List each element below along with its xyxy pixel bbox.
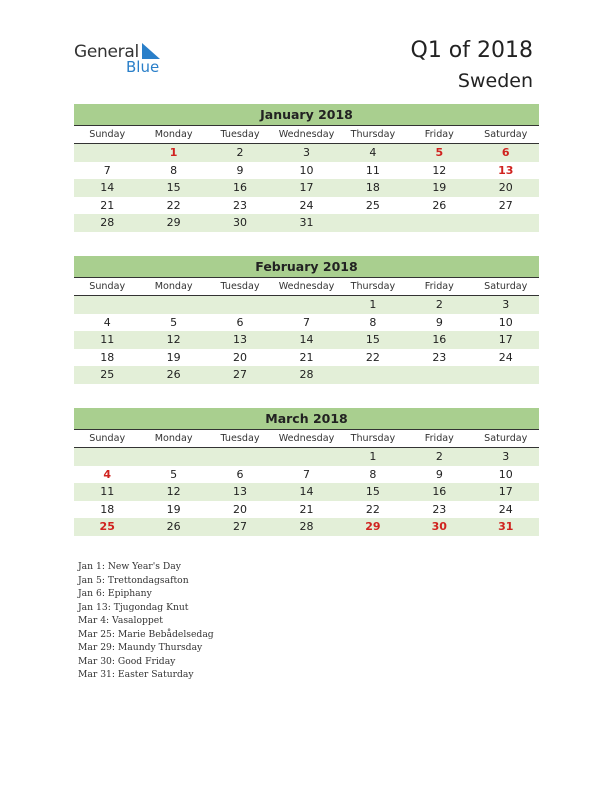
weekday-label: Saturday — [484, 129, 528, 140]
day-cell: 10 — [498, 315, 513, 329]
day-cell: 19 — [166, 502, 181, 516]
day-cell — [406, 214, 472, 232]
day-cell: 22 — [166, 198, 181, 212]
holiday-item: Jan 5: Trettondagsafton — [78, 574, 189, 586]
day-cell: 25 — [365, 198, 380, 212]
day-cell: 23 — [233, 198, 248, 212]
day-cell: 6 — [501, 146, 510, 159]
day-cell: 18 — [100, 350, 115, 364]
day-cell: 17 — [498, 485, 513, 499]
day-cell: 5 — [435, 146, 444, 159]
month-title: March 2018 — [74, 408, 539, 430]
weekday-label: Thursday — [350, 129, 396, 140]
weekday-label: Sunday — [89, 433, 126, 444]
day-cell: 13 — [233, 485, 248, 499]
day-cell: 22 — [365, 350, 380, 364]
weekday-label: Friday — [424, 433, 454, 444]
weekday-label: Wednesday — [278, 433, 335, 444]
day-cell: 27 — [498, 198, 513, 212]
day-cell: 18 — [100, 502, 115, 516]
day-cell: 25 — [100, 368, 115, 382]
week-row — [74, 179, 539, 197]
day-cell: 17 — [498, 333, 513, 347]
weekday-label: Monday — [154, 281, 193, 292]
day-cell: 29 — [166, 216, 181, 230]
day-cell: 1 — [169, 146, 178, 159]
day-cell: 15 — [365, 485, 380, 499]
day-cell: 5 — [170, 467, 178, 481]
day-cell — [207, 296, 273, 314]
day-cell: 8 — [369, 315, 377, 329]
day-cell: 12 — [166, 333, 181, 347]
day-cell — [74, 296, 140, 314]
country-name: Sweden — [457, 70, 533, 92]
month-calendar — [74, 256, 539, 384]
holiday-item: Mar 29: Maundy Thursday — [78, 642, 203, 653]
day-cell: 13 — [498, 163, 514, 177]
day-cell: 11 — [365, 163, 380, 177]
day-cell: 9 — [435, 467, 443, 481]
day-cell: 3 — [502, 298, 510, 311]
week-row — [74, 197, 539, 215]
day-cell — [74, 448, 140, 466]
day-cell — [473, 214, 539, 232]
week-row — [74, 162, 539, 180]
week-row — [74, 349, 539, 367]
day-cell: 26 — [432, 198, 447, 212]
day-cell: 27 — [233, 520, 248, 534]
day-cell — [473, 366, 539, 384]
day-cell: 10 — [498, 467, 513, 481]
week-row — [74, 331, 539, 349]
week-row — [74, 314, 539, 332]
day-cell: 17 — [299, 181, 314, 195]
weekday-label: Tuesday — [220, 281, 260, 292]
weekday-label: Tuesday — [220, 433, 260, 444]
day-cell: 10 — [299, 163, 314, 177]
day-cell — [340, 366, 406, 384]
day-cell: 23 — [432, 350, 447, 364]
day-cell: 19 — [166, 350, 181, 364]
day-cell — [140, 448, 206, 466]
day-cell — [406, 366, 472, 384]
day-cell: 30 — [431, 520, 447, 534]
day-cell: 13 — [233, 333, 248, 347]
day-cell: 11 — [100, 485, 115, 499]
day-cell: 27 — [233, 368, 248, 382]
holiday-item: Jan 13: Tjugondag Knut — [78, 601, 189, 613]
day-cell: 26 — [166, 520, 181, 534]
page-title: Q1 of 2018 — [410, 38, 533, 63]
day-cell: 7 — [302, 315, 310, 329]
day-cell: 20 — [233, 502, 248, 516]
weekday-label: Wednesday — [278, 281, 335, 292]
day-cell: 6 — [236, 315, 244, 329]
week-row — [74, 214, 539, 232]
day-cell: 12 — [166, 485, 181, 499]
day-cell: 4 — [103, 315, 111, 329]
month-calendar — [74, 104, 539, 232]
day-cell: 14 — [299, 485, 314, 499]
day-cell: 7 — [302, 467, 310, 481]
day-cell: 21 — [299, 502, 314, 516]
day-cell: 23 — [432, 502, 447, 516]
weekday-label: Tuesday — [220, 129, 260, 140]
holiday-item: Jan 6: Epiphany — [78, 588, 152, 599]
day-cell: 9 — [236, 163, 244, 177]
day-cell: 11 — [100, 333, 115, 347]
logo-blue-text: Blue — [126, 58, 160, 76]
day-cell — [74, 144, 140, 162]
day-cell: 1 — [369, 450, 377, 463]
day-cell: 3 — [302, 146, 310, 159]
weekday-label: Sunday — [89, 129, 126, 140]
day-cell — [140, 296, 206, 314]
day-cell: 14 — [100, 181, 115, 195]
week-row — [74, 448, 539, 466]
day-cell: 28 — [100, 216, 115, 230]
weekday-label: Wednesday — [278, 129, 335, 140]
weekday-label: Friday — [424, 129, 454, 140]
day-cell: 1 — [369, 298, 377, 311]
day-cell: 4 — [103, 467, 112, 481]
logo-general-text: General — [74, 42, 139, 62]
day-cell — [207, 448, 273, 466]
day-cell: 15 — [166, 181, 181, 195]
day-cell: 25 — [99, 520, 115, 534]
day-cell: 31 — [299, 216, 314, 230]
weekday-label: Thursday — [350, 281, 396, 292]
month-title: February 2018 — [74, 256, 539, 278]
day-cell: 16 — [432, 485, 447, 499]
day-cell: 8 — [170, 163, 178, 177]
week-row — [74, 518, 539, 536]
day-cell: 31 — [498, 520, 514, 534]
day-cell: 20 — [233, 350, 248, 364]
day-cell: 24 — [498, 350, 513, 364]
weekday-header-row — [74, 126, 539, 144]
day-cell: 6 — [236, 467, 244, 481]
day-cell: 3 — [502, 450, 510, 463]
holiday-item: Mar 30: Good Friday — [78, 655, 176, 667]
weekday-label: Thursday — [350, 433, 396, 444]
logo — [74, 40, 174, 80]
day-cell: 24 — [498, 502, 513, 516]
day-cell: 21 — [299, 350, 314, 364]
holiday-item: Mar 25: Marie Bebådelsedag — [78, 628, 214, 640]
week-row — [74, 296, 539, 314]
day-cell: 7 — [103, 163, 111, 177]
day-cell: 18 — [365, 181, 380, 195]
weekday-label: Friday — [424, 281, 454, 292]
day-cell: 14 — [299, 333, 314, 347]
day-cell: 29 — [365, 520, 381, 534]
holiday-list — [78, 560, 214, 682]
day-cell: 4 — [369, 146, 377, 159]
weekday-label: Saturday — [484, 433, 528, 444]
holiday-item: Mar 31: Easter Saturday — [78, 669, 194, 680]
month-calendar — [74, 408, 539, 536]
day-cell: 26 — [166, 368, 181, 382]
day-cell: 22 — [365, 502, 380, 516]
week-row — [74, 144, 539, 162]
day-cell: 2 — [236, 146, 244, 159]
weekday-label: Saturday — [484, 281, 528, 292]
day-cell: 24 — [299, 198, 314, 212]
day-cell: 15 — [365, 333, 380, 347]
day-cell — [273, 296, 339, 314]
weekday-header-row — [74, 278, 539, 296]
weekday-label: Sunday — [89, 281, 126, 292]
day-cell: 19 — [432, 181, 447, 195]
day-cell: 16 — [233, 181, 248, 195]
day-cell: 12 — [432, 163, 447, 177]
day-cell: 5 — [170, 315, 178, 329]
day-cell: 28 — [299, 368, 314, 382]
month-title: January 2018 — [74, 104, 539, 126]
weekday-label: Monday — [154, 433, 193, 444]
day-cell: 2 — [435, 298, 443, 311]
day-cell: 20 — [498, 181, 513, 195]
day-cell — [340, 214, 406, 232]
week-row — [74, 366, 539, 384]
week-row — [74, 483, 539, 501]
day-cell: 30 — [233, 216, 248, 230]
day-cell — [273, 448, 339, 466]
day-cell: 28 — [299, 520, 314, 534]
day-cell: 8 — [369, 467, 377, 481]
day-cell: 2 — [435, 450, 443, 463]
weekday-label: Monday — [154, 129, 193, 140]
week-row — [74, 501, 539, 519]
holiday-item: Jan 1: New Year's Day — [78, 561, 181, 572]
weekday-header-row — [74, 430, 539, 448]
day-cell: 21 — [100, 198, 115, 212]
day-cell: 16 — [432, 333, 447, 347]
holiday-item: Mar 4: Vasaloppet — [78, 615, 163, 626]
week-row — [74, 466, 539, 484]
day-cell: 9 — [435, 315, 443, 329]
